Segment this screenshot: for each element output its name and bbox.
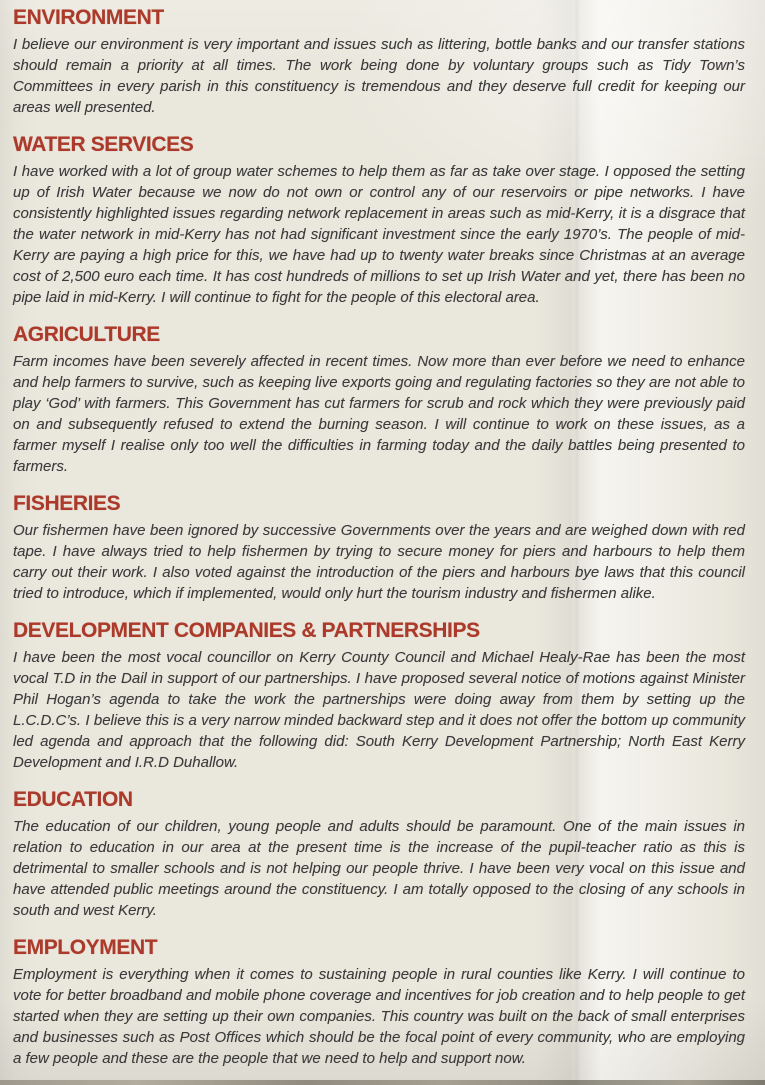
section-agriculture: [13, 323, 745, 477]
development-companies-heading: DEVELOPMENT COMPANIES & PARTNERSHIPS: [13, 619, 480, 642]
paper-fold-crease: [576, 0, 578, 1085]
fisheries-heading: FISHERIES: [13, 492, 121, 515]
fisheries-body-text: Our fishermen have been ignored by successive Governments over the years and are weighed down with red tape. I have always tried to help fishermen by trying to secure money for piers and harbours to help them carry out their work. I also voted against the introduction of the piers and harbours bye laws that this council tried to introduce, which if implemented, would only hurt the tourism industry and fishermen alike.: [13, 522, 745, 602]
section-fisheries: [13, 492, 745, 604]
water-services-heading: WATER SERVICES: [13, 133, 194, 156]
section-development-companies-partnerships: [13, 619, 745, 773]
environment-heading: ENVIRONMENT: [13, 6, 164, 29]
employment-heading: EMPLOYMENT: [13, 936, 158, 959]
agriculture-heading: AGRICULTURE: [13, 323, 160, 346]
agriculture-body-text: Farm incomes have been severely affected in recent times. Now more than ever before we need to enhance and help farmers to survive, such as keeping live exports going and regulating factories so they are not able to play ‘God’ with farmers. This Government has cut farmers for scrub and rock which they were previously paid on and subsequently refused to extend the burning season. I will continue to work on these issues, as a farmer myself I realise only too well the difficulties in farming today and the daily battles being presented to farmers.: [13, 353, 745, 475]
section-water-services: [13, 133, 745, 308]
employment-body-text: Employment is everything when it comes to sustaining people in rural counties like Kerry. I will continue to vote for better broadband and mobile phone coverage and incentives for job creation and to help people to get started when they are setting up their own companies. This country was built on the back of small enterprises and businesses such as Post Offices which should be the focal point of every community, who are employing a few people and these are the people that we need to help and support now.: [13, 966, 745, 1067]
water-services-body-text: I have worked with a lot of group water schemes to help them as far as take over stage. I opposed the setting up of Irish Water because we now do not own or control any of our reservoirs or pipe networks. I have consistently highlighted issues regarding network replacement in areas such as mid-Kerry, it is a disgrace that the water network in mid-Kerry has not had significant investment since the early 1970’s. The people of mid-Kerry are paying a high price for this, we have had up to twenty water breaks since Christmas at an average cost of 2,500 euro each time. It has cost hundreds of millions to set up Irish Water and yet, there has been no pipe laid in mid-Kerry. I will continue to fight for the people of this electoral area.: [13, 163, 745, 306]
section-employment: [13, 936, 745, 1069]
education-body-text: The education of our children, young people and adults should be paramount. One of the main issues in relation to education in our area at the present time is the increase of the pupil-teacher ratio as this is detrimental to smaller schools and is not helping our people thrive. I have been very vocal on this issue and have attended public meetings around the constituency. I am totally opposed to the closing of any schools in south and west Kerry.: [13, 818, 745, 919]
scan-edge-shadow: [0, 1080, 765, 1085]
section-education: [13, 788, 745, 921]
environment-body-text: I believe our environment is very important and issues such as littering, bottle banks and our transfer stations should remain a priority at all times. The work being done by voluntary groups such as Tidy Town’s Committees in every parish in this constituency is tremendous and they deserve full credit for keeping our areas well presented.: [13, 36, 745, 116]
education-heading: EDUCATION: [13, 788, 133, 811]
development-companies-body-text: I have been the most vocal councillor on Kerry County Council and Michael Healy-Rae has been the most vocal T.D in the Dail in support of our partnerships. I have proposed several notice of motions against Minister Phil Hogan’s agenda to take the work the partnerships were doing away from them by setting up the L.C.D.C’s. I believe this is a very narrow minded backward step and it does not offer the bottom up community led agenda and approach that the following did: South Kerry Development Partnership; North East Kerry Development and I.R.D Duhallow.: [13, 649, 745, 771]
section-environment: [13, 6, 745, 118]
